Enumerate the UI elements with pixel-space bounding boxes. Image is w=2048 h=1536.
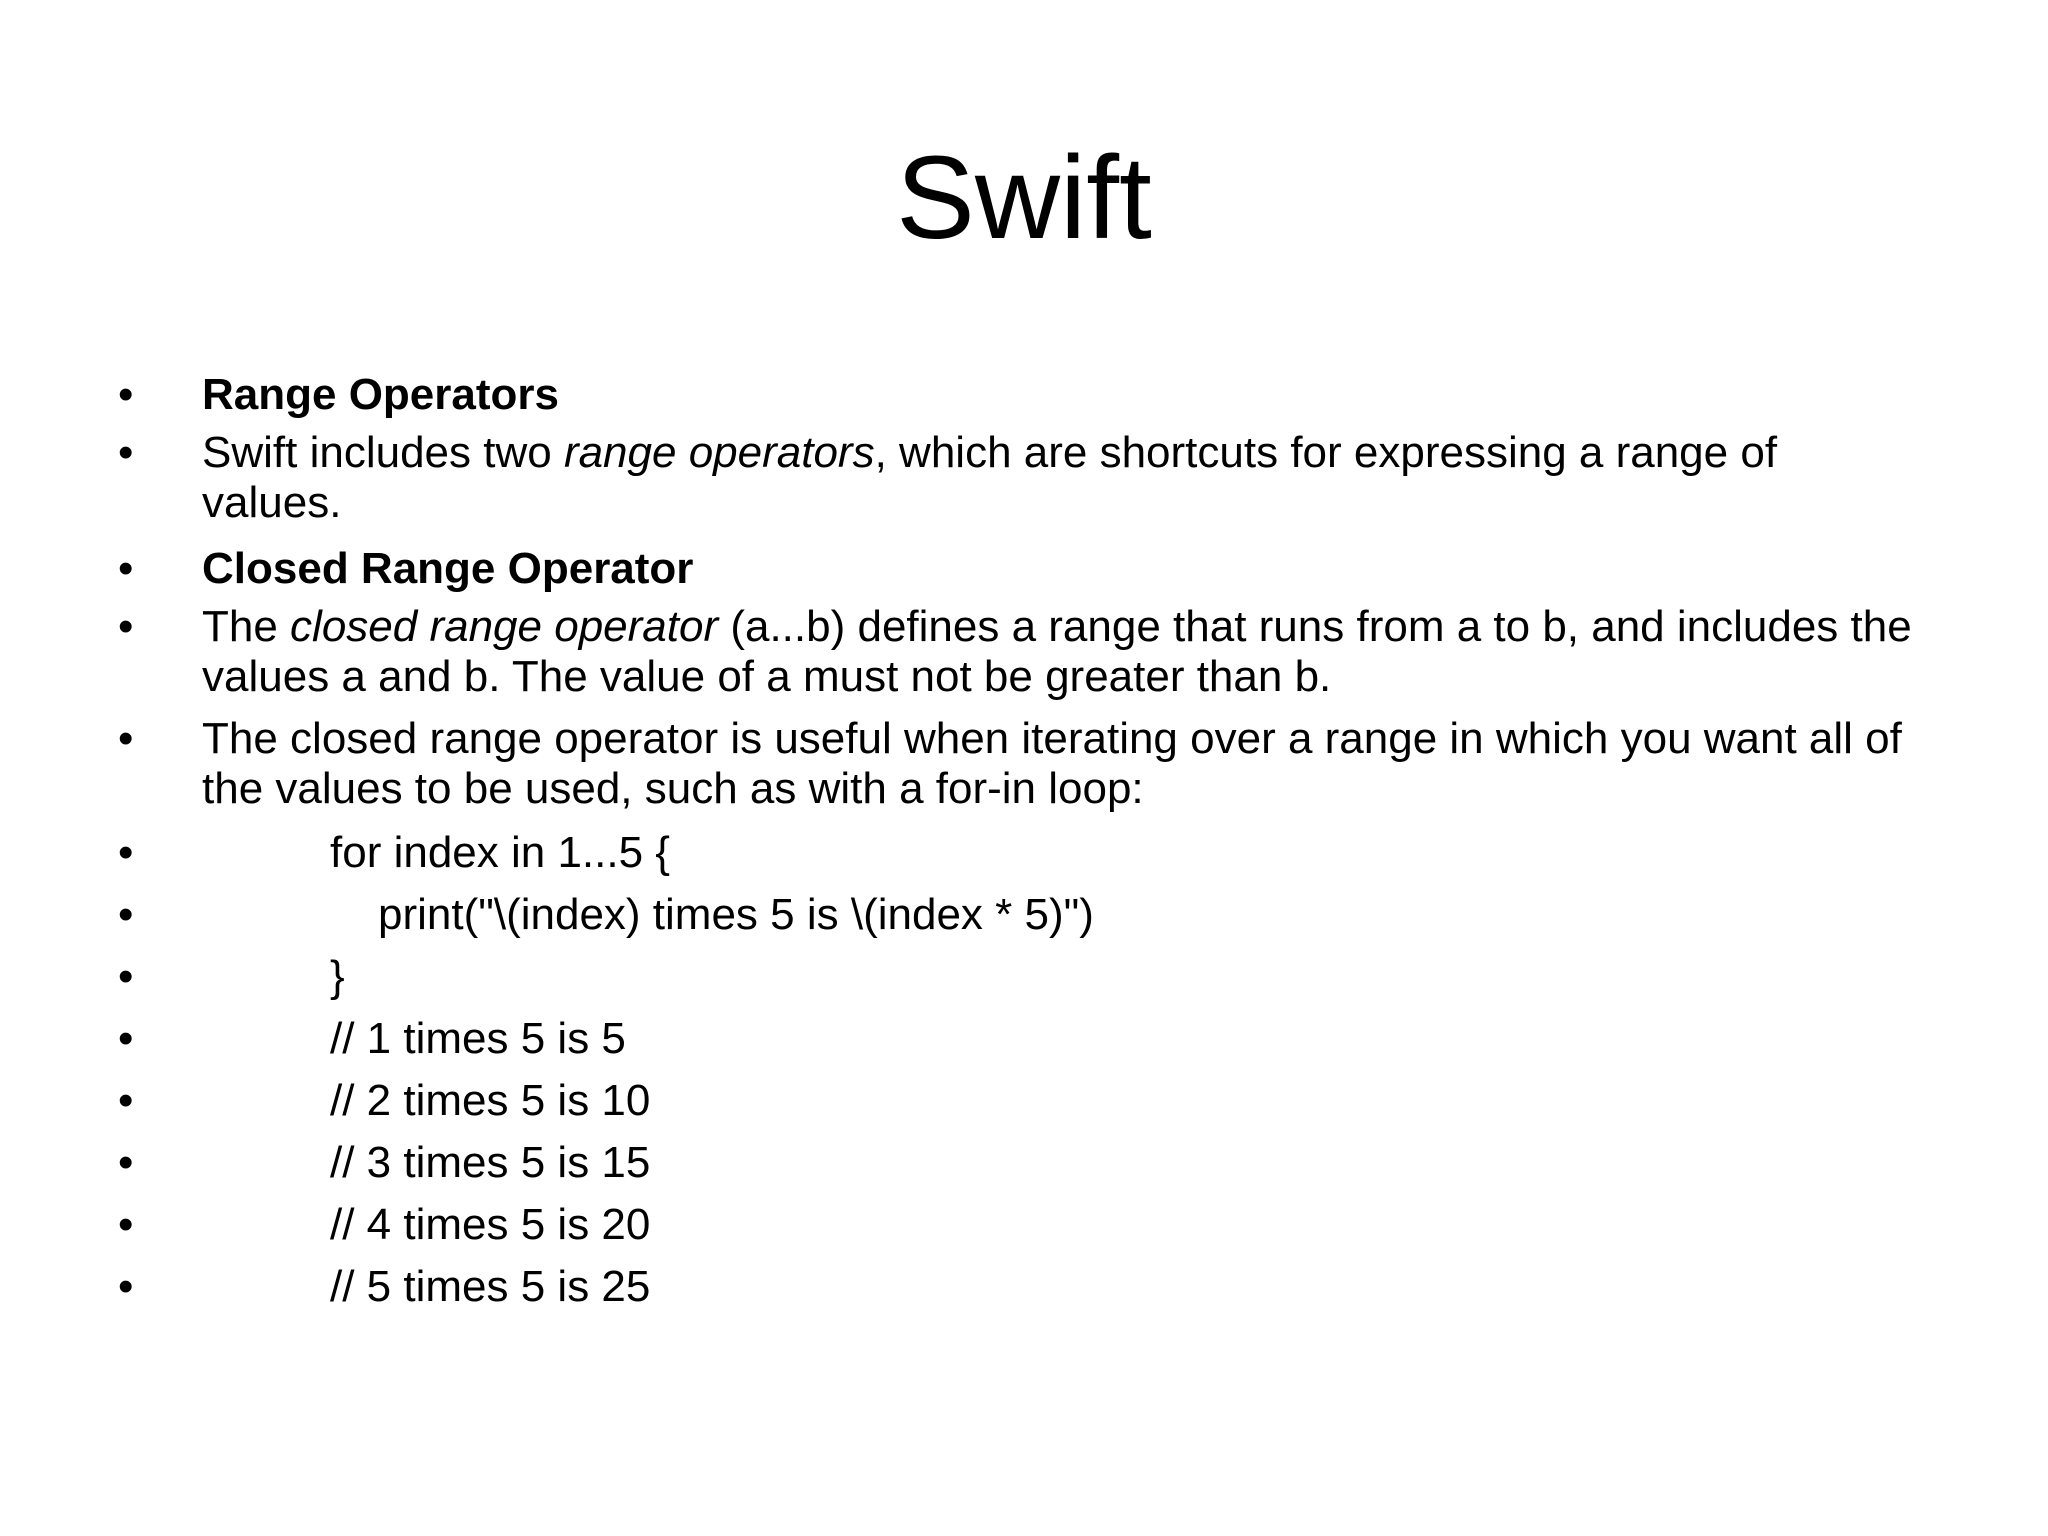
code-line-comment: // 5 times 5 is 25 [330, 1262, 651, 1311]
bullet-dot: • [118, 428, 134, 477]
bullet-dot: • [118, 1262, 134, 1311]
bullet-dot: • [118, 1138, 134, 1187]
bullet-text [202, 602, 1922, 702]
bullet-text: Closed Range Operator [202, 544, 694, 593]
code-line-comment: // 2 times 5 is 10 [330, 1076, 651, 1125]
bullet-dot: • [118, 952, 134, 1001]
bullet-dot: • [118, 544, 134, 593]
code-line-comment: // 4 times 5 is 20 [330, 1200, 651, 1249]
code-line-print: print("\(index) times 5 is \(index * 5)") [378, 890, 1094, 939]
slide-title: Swift [896, 132, 1152, 264]
bullet-text-plain: The [202, 602, 291, 651]
bullet-text-plain: Swift includes two [202, 428, 564, 477]
bullet-dot: • [118, 370, 134, 419]
bullet-dot: • [118, 1200, 134, 1249]
bullet-text: Range Operators [202, 370, 559, 419]
bullet-dot: • [118, 890, 134, 939]
bullet-text [202, 428, 1922, 528]
bullet-text: The closed range operator is useful when iterating over a range in which you want all of the values to be used, such as with a for-in loop: [202, 714, 1902, 813]
bullet-text-italic: closed range operator [290, 602, 719, 651]
bullet-dot: • [118, 1076, 134, 1125]
bullet-dot: • [118, 1014, 134, 1063]
code-line-comment: // 3 times 5 is 15 [330, 1138, 651, 1187]
bullet-dot: • [118, 828, 134, 877]
bullet-dot: • [118, 714, 134, 763]
bullet-text-plain: (a...b) defines a range that runs from a to b, and includes the values a and b. The value of a must not be greater than b. [202, 602, 1912, 701]
code-line-comment: // 1 times 5 is 5 [330, 1014, 626, 1063]
bullet-text-plain: , which are shortcuts for expressing a range of values. [202, 428, 1778, 527]
code-line-close-brace: } [330, 952, 345, 1001]
bullet-dot: • [118, 602, 134, 651]
bullet-text-italic: range operators [563, 428, 875, 477]
code-line-for: for index in 1...5 { [330, 828, 670, 877]
